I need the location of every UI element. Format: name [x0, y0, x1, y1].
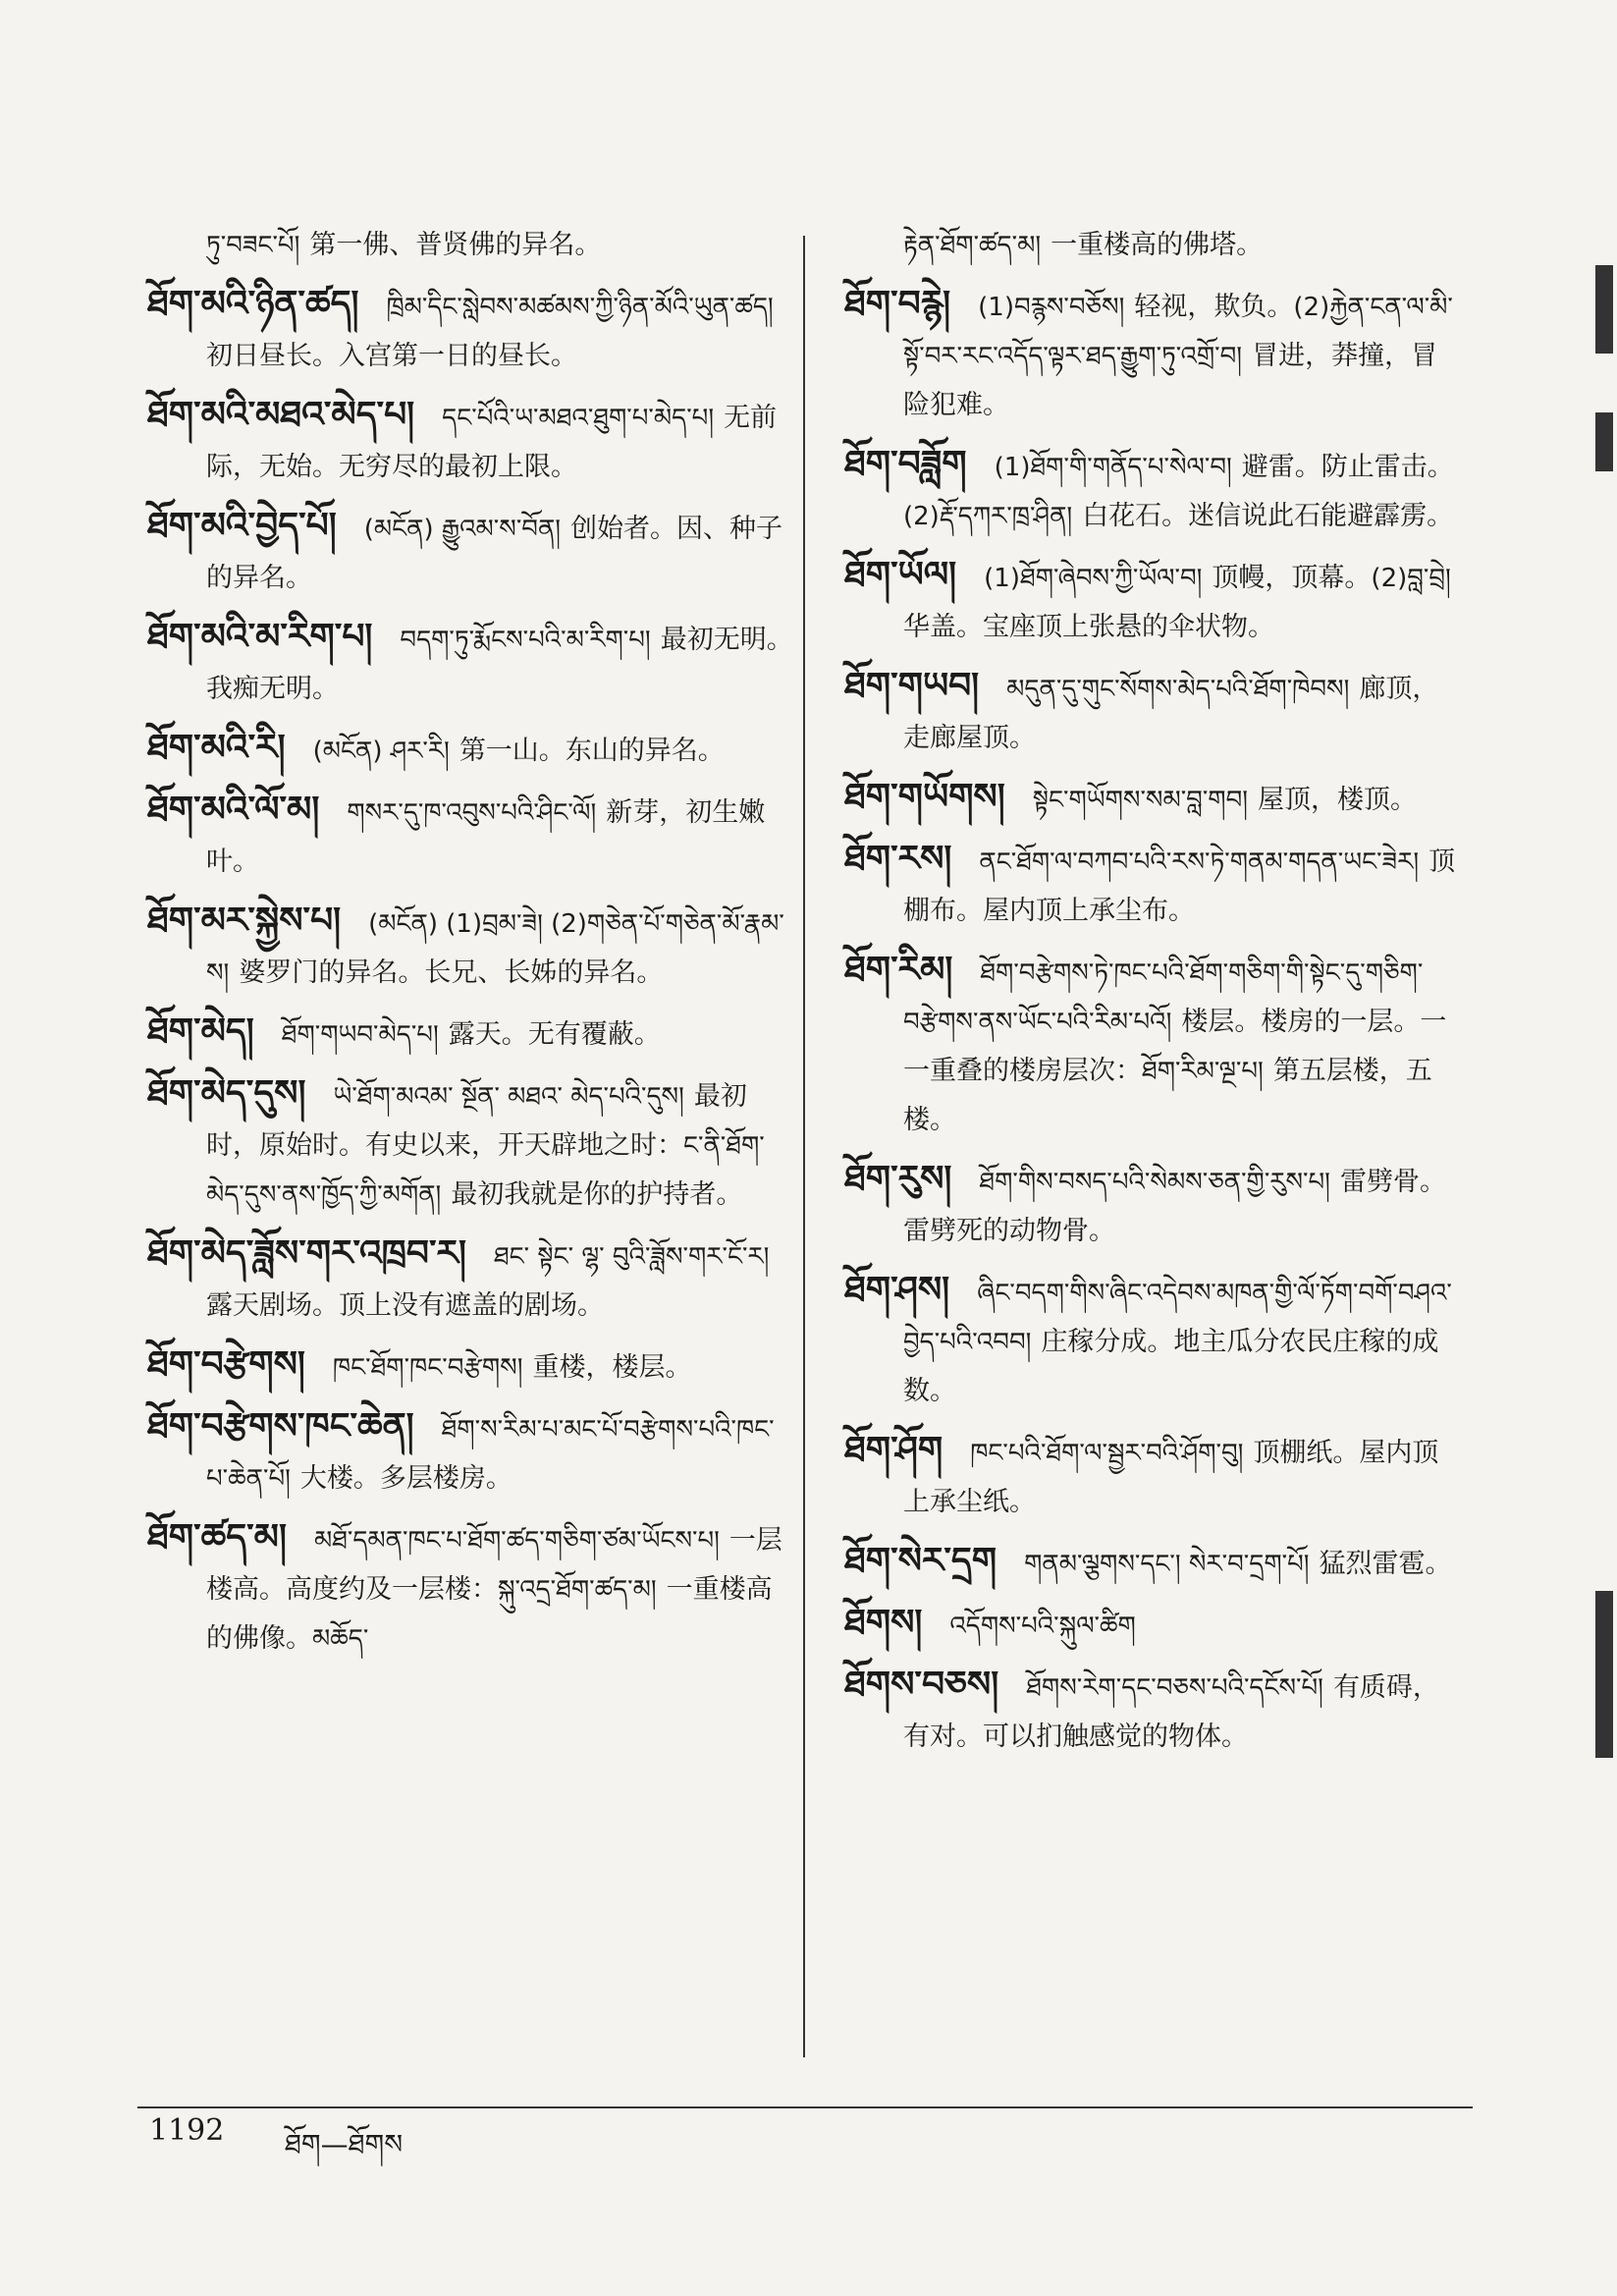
chinese-gloss: 冒进，莽撞，冒险犯难。 — [903, 341, 1438, 420]
tibetan-definition: (2)རྐྱེན་ངན་ལ་མི་སྟོ་བར་རང་འདོད་ལྟར་ཐད་རྒྱུག་ཏུ་འགྲོ་བ། — [903, 293, 1453, 371]
headword: ཐོག་སེར་དྲག — [844, 1541, 997, 1581]
tibetan-definition: མཐོ་དམན་ཁང་པ་ཐོག་ཚད་གཅིག་ཙམ་ཡོངས་པ། — [313, 1526, 720, 1556]
chinese-gloss: 最初我就是你的护持者。 — [451, 1179, 743, 1210]
tibetan-definition: འདོགས་པའི་སྐུལ་ཚིག — [949, 1612, 1136, 1641]
tibetan-definition: ཁང་པའི་ཐོག་ལ་སྦྱར་བའི་ཤོག་བུ། — [970, 1439, 1244, 1468]
tibetan-definition: ང་ནི་ཐོག་མེད་དུས་ནས་ཁྱོད་ཀྱི་མགོན། — [206, 1131, 765, 1210]
footer-rule — [137, 2106, 1473, 2108]
chinese-gloss: 顶棚纸。屋内顶上承尘纸。 — [903, 1438, 1439, 1517]
tibetan-definition: (1)བརྙས་བཅོས། — [978, 293, 1125, 322]
tibetan-definition: ཐོགས་རེག་དང་བཅས་པའི་དངོས་པོ། — [1026, 1673, 1323, 1703]
tibetan-definition: ཁྲིམ་དིང་སླེབས་མཚམས་ཀྱི་ཉིན་མོའི་ཡུན་ཚད། — [386, 293, 774, 322]
tibetan-definition: ཐོག་རིམ་ལྔ་པ། — [1142, 1057, 1264, 1086]
tibetan-definition: བདག་ཏུ་རྨོངས་པའི་མ་རིག་པ། — [400, 626, 651, 655]
tibetan-definition: སྟེང་གཡོགས་སམ་བླ་གབ། — [1032, 786, 1249, 815]
tibetan-definition: (2)བླ་བྲེ། — [1371, 564, 1451, 593]
chinese-gloss: 一重楼高的佛像。 — [206, 1574, 773, 1654]
dictionary-entry — [844, 280, 1463, 430]
dictionary-entry — [844, 1155, 1463, 1256]
chinese-gloss: 廊顶，走廊屋顶。 — [903, 674, 1439, 753]
chinese-gloss: 白花石。迷信说此石能避霹雳。 — [1082, 501, 1454, 531]
tibetan-definition: ཡེ་ཐོག་མའམ་ སྔོན་ མཐའ་ མེད་པའི་དུས། — [333, 1082, 684, 1112]
chinese-gloss: 婆罗门的异名。长兄、长姊的异名。 — [239, 957, 664, 988]
dictionary-entry — [147, 613, 795, 714]
headword: ཐོག་གཡོགས། — [844, 777, 1005, 817]
tibetan-definition: (མངོན) རྒྱུའམ་ས་བོན། — [363, 515, 562, 544]
chinese-gloss: 初日昼长。入宫第一日的昼长。 — [206, 341, 577, 371]
headword: ཐོག་མའི་མཐའ་མེད་པ། — [147, 395, 415, 435]
headword: ཐོག་མའི་རི། — [147, 728, 286, 768]
chinese-gloss: 轻视，欺负。 — [1134, 292, 1294, 322]
dictionary-entry — [147, 280, 795, 381]
chinese-gloss: 重楼，楼层。 — [532, 1352, 692, 1383]
tibetan-definition: ཏུ་བཟང་པོ། — [206, 231, 300, 260]
chinese-gloss: 一层楼高。高度约及一层楼： — [206, 1525, 782, 1605]
tibetan-definition: ཐོག་གཡབ་མེད་པ། — [281, 1020, 439, 1050]
chinese-gloss: 创始者。因、种子的异名。 — [206, 514, 783, 593]
tibetan-definition: མཆོད་ — [312, 1624, 369, 1654]
chinese-gloss: 避雷。防止雷击。 — [1241, 452, 1454, 482]
tibetan-definition: (མངོན) ཤར་རི། — [312, 737, 450, 766]
tibetan-definition: ཞིང་བདག་གིས་ཞིང་འདེབས་མཁན་གྱི་ལོ་ཏོག་བགོ་བཤའ་བྱེད་པའི་འབབ། — [903, 1279, 1452, 1357]
dictionary-entry — [844, 946, 1463, 1145]
headword: ཐོག་མར་སྐྱེས་པ། — [147, 901, 342, 941]
headword: ཐོག་མའི་མ་རིག་པ། — [147, 617, 373, 657]
chinese-gloss: 第五层楼，五楼。 — [903, 1056, 1432, 1135]
headword: ཐོག་རུས། — [844, 1159, 952, 1199]
entry-continuation — [147, 221, 795, 270]
dictionary-entry — [844, 440, 1463, 541]
dictionary-entry — [147, 897, 795, 998]
tibetan-definition: ཐོག་གིས་བསད་པའི་སེམས་ཅན་གྱི་རུས་པ། — [979, 1168, 1330, 1197]
tibetan-definition: (མངོན) (1)བྲམ་ཟེ། (2)གཅེན་པོ་གཅེན་མོ་རྣམ་ས། — [206, 909, 784, 988]
tibetan-definition: (1)ཐོག་ཞེབས་ཀྱི་ཡོལ་བ། — [984, 564, 1203, 593]
headword: ཐོག་ཤས། — [844, 1270, 950, 1310]
dictionary-entry — [844, 551, 1463, 652]
headword: ཐོག་བརྙེ། — [844, 284, 951, 324]
tibetan-definition: དང་པོའི་ཡ་མཐའ་ཐུག་པ་མེད་པ། — [442, 404, 715, 433]
right-column — [844, 221, 1463, 1772]
chinese-gloss: 无前际，无始。无穷尽的最初上限。 — [206, 403, 778, 482]
headword: ཐོག་མའི་ལོ་མ། — [147, 790, 320, 830]
tibetan-definition: གནམ་ལྕགས་དང་། སེར་བ་དྲག་པོ། — [1024, 1550, 1310, 1579]
dictionary-entry — [147, 1340, 795, 1393]
headword: ཐོག་རས། — [844, 839, 952, 879]
tibetan-definition: སྐུ་འདྲ་ཐོག་ཚད་མ། — [498, 1575, 657, 1605]
dictionary-entry — [147, 1513, 795, 1664]
column-divider — [803, 236, 805, 2057]
dictionary-entry — [844, 835, 1463, 936]
tibetan-definition: གསར་དུ་ཁ་འབུས་པའི་ཤིང་ལོ། — [347, 798, 597, 828]
headword: ཐོག་ཚད་མ། — [147, 1517, 287, 1558]
chinese-gloss: 露天。无有覆蔽。 — [448, 1019, 661, 1050]
dictionary-entry — [844, 662, 1463, 763]
headword: ཐོག་རིམ། — [844, 950, 953, 990]
dictionary-entry — [147, 391, 795, 492]
dictionary-entry — [844, 1266, 1463, 1416]
headword: ཐོག་བརྩེགས་ཁང་ཆེན། — [147, 1406, 414, 1447]
chinese-gloss: 屋顶，楼顶。 — [1258, 785, 1418, 815]
left-column — [147, 221, 795, 1673]
chinese-gloss: 雷劈骨。雷劈死的动物骨。 — [903, 1167, 1446, 1246]
headword: ཐོག་མའི་བྱེད་པོ། — [147, 506, 337, 546]
headword: ཐོག་མའི་ཉིན་ཚད། — [147, 284, 359, 324]
headword: ཐོག་མེད་ཟློས་གར་འཁྲབ་ར། — [147, 1233, 466, 1274]
chinese-gloss: 新芽，初生嫩叶。 — [206, 797, 766, 877]
page-number: 1192 — [149, 2113, 225, 2148]
tibetan-definition: མདུན་དུ་གུང་སོགས་མེད་པའི་ཐོག་ཁེབས། — [1006, 675, 1350, 704]
chinese-gloss: 最初时，原始时。有史以来，开天辟地之时： — [206, 1081, 747, 1161]
tibetan-definition: ནང་ཐོག་ལ་བཀབ་པའི་རས་ཏེ་གནམ་གདན་ཡང་ཟེར། — [979, 847, 1420, 877]
chinese-gloss: 庄稼分成。地主瓜分农民庄稼的成数。 — [903, 1327, 1439, 1406]
chinese-gloss: 猛烈雷雹。 — [1319, 1549, 1452, 1579]
dictionary-entry — [147, 786, 795, 887]
dictionary-entry — [147, 1008, 795, 1060]
tibetan-definition: ཁང་ཐོག་ཁང་བརྩེགས། — [332, 1353, 523, 1383]
chinese-gloss: 露天剧场。顶上没有遮盖的剧场。 — [206, 1290, 604, 1321]
chinese-gloss: 有质碍，有对。可以扪触感觉的物体。 — [903, 1672, 1439, 1752]
chinese-gloss: 顶幔，顶幕。 — [1212, 563, 1372, 593]
headword: ཐོག་ཡོལ། — [844, 555, 957, 595]
dictionary-entry — [147, 502, 795, 603]
dictionary-entry — [844, 1661, 1463, 1762]
dictionary-entry — [147, 1069, 795, 1220]
chinese-gloss: 一重楼高的佛塔。 — [1051, 230, 1264, 260]
headword: ཐོག་བཟློག — [844, 444, 967, 484]
dictionary-entry — [844, 1426, 1463, 1527]
dictionary-entry — [844, 1537, 1463, 1589]
dictionary-entry — [844, 773, 1463, 825]
headword: ཐོག་མེད། — [147, 1011, 254, 1052]
chinese-gloss: 楼层。楼房的一层。一一重叠的楼房层次： — [903, 1007, 1447, 1086]
dictionary-entry — [147, 1402, 795, 1503]
tibetan-definition: རྟེན་ཐོག་ཚད་མ། — [903, 231, 1042, 260]
headword: ཐོག་ཤོག — [844, 1430, 943, 1470]
tibetan-definition: ཐོག་ས་རིམ་པ་མང་པོ་བརྩེགས་པའི་ཁང་པ་ཆེན་པོ། — [206, 1415, 775, 1494]
chinese-gloss: 第一佛、普贤佛的异名。 — [309, 230, 602, 260]
chinese-gloss: 大楼。多层楼房。 — [299, 1463, 512, 1494]
entry-continuation — [844, 221, 1463, 270]
dictionary-entry — [844, 1599, 1463, 1651]
chinese-gloss: 华盖。宝座顶上张悬的伞状物。 — [903, 612, 1274, 642]
headword: ཐོགས་བཅས། — [844, 1665, 999, 1705]
dictionary-entry — [147, 1230, 795, 1331]
headword: ཐོག་གཡབ། — [844, 666, 980, 706]
scan-edge-marks — [1590, 0, 1617, 2296]
headword: ཐོག་མེད་དུས། — [147, 1073, 306, 1114]
chinese-gloss: 第一山。东山的异名。 — [458, 736, 725, 766]
chinese-gloss: 顶棚布。屋内顶上承尘布。 — [903, 847, 1456, 926]
chinese-gloss: 最初无明。我痴无明。 — [206, 625, 793, 704]
headword: ཐོགས། — [844, 1603, 923, 1643]
tibetan-definition: (1)ཐོག་གི་གནོད་པ་སེལ་བ། — [994, 453, 1232, 482]
tibetan-definition: (2)རྡོ་དཀར་ཁྲ་ཤིན། — [903, 502, 1073, 531]
dictionary-entry — [147, 724, 795, 776]
headword: ཐོག་བརྩེགས། — [147, 1344, 305, 1385]
tibetan-definition: ཐོག་བརྩེགས་ཏེ་ཁང་པའི་ཐོག་གཅིག་གི་སྟེང་དུ་གཅིག་བརྩེགས་ནས་ཡོང་པའི་རིམ་པའོ། — [903, 958, 1424, 1037]
tibetan-definition: ཐང་ སྟེང་ ལྷ་ བུའི་ཟློས་གར་ངོ་ར། — [493, 1242, 770, 1272]
running-head: ཐོག—ཐོགས — [285, 2128, 404, 2160]
